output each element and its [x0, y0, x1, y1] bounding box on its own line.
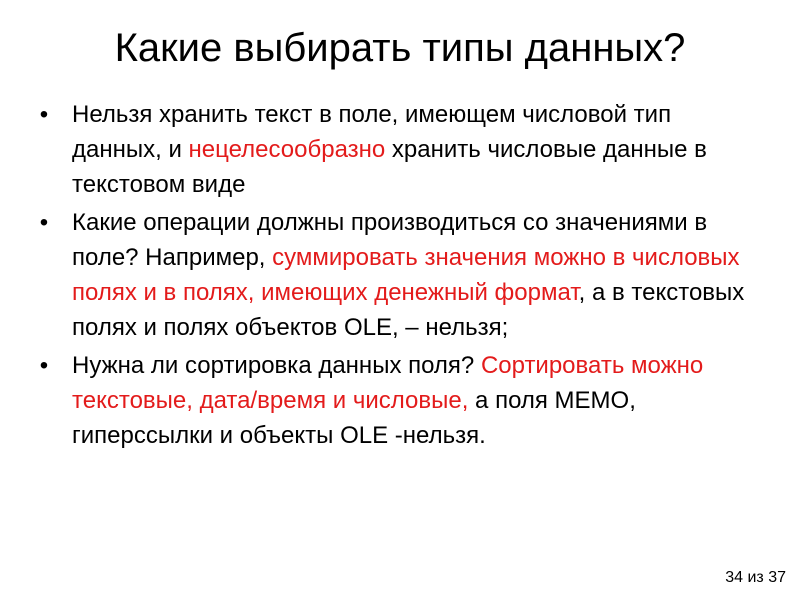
highlighted-text: суммировать значения можно в числовых полях и в полях, имеющих денежный формат — [72, 244, 740, 306]
bullet-text: а поля MEMO, гиперссылки и объекты OLE -нельзя. — [72, 387, 636, 449]
slide-page-indicator: 34 из 37 — [725, 569, 786, 586]
bullet-icon: • — [39, 209, 49, 236]
bullet-item — [39, 97, 762, 202]
bullet-item — [39, 205, 762, 345]
bullet-text: , а в текстовых полях и полях объектов OLE, – нельзя; — [72, 279, 745, 341]
bullet-text: хранить числовые данные в текстовом виде — [72, 136, 707, 198]
bullet-list — [39, 97, 762, 456]
bullet-text: Какие операции должны производиться со значениями в поле? Например, — [72, 209, 708, 271]
bullet-icon: • — [39, 352, 49, 379]
bullet-item — [39, 348, 762, 453]
highlighted-text: нецелесообразно — [188, 136, 386, 163]
bullet-text: Нужна ли сортировка данных поля? — [72, 352, 481, 379]
bullet-icon: • — [39, 101, 49, 128]
slide-title: Какие выбирать типы данных? — [114, 26, 686, 70]
highlighted-text: Сортировать можно текстовые, дата/время и числовые, — [72, 352, 704, 414]
bullet-text: Нельзя хранить текст в поле, имеющем числовой тип данных, и — [72, 101, 672, 163]
